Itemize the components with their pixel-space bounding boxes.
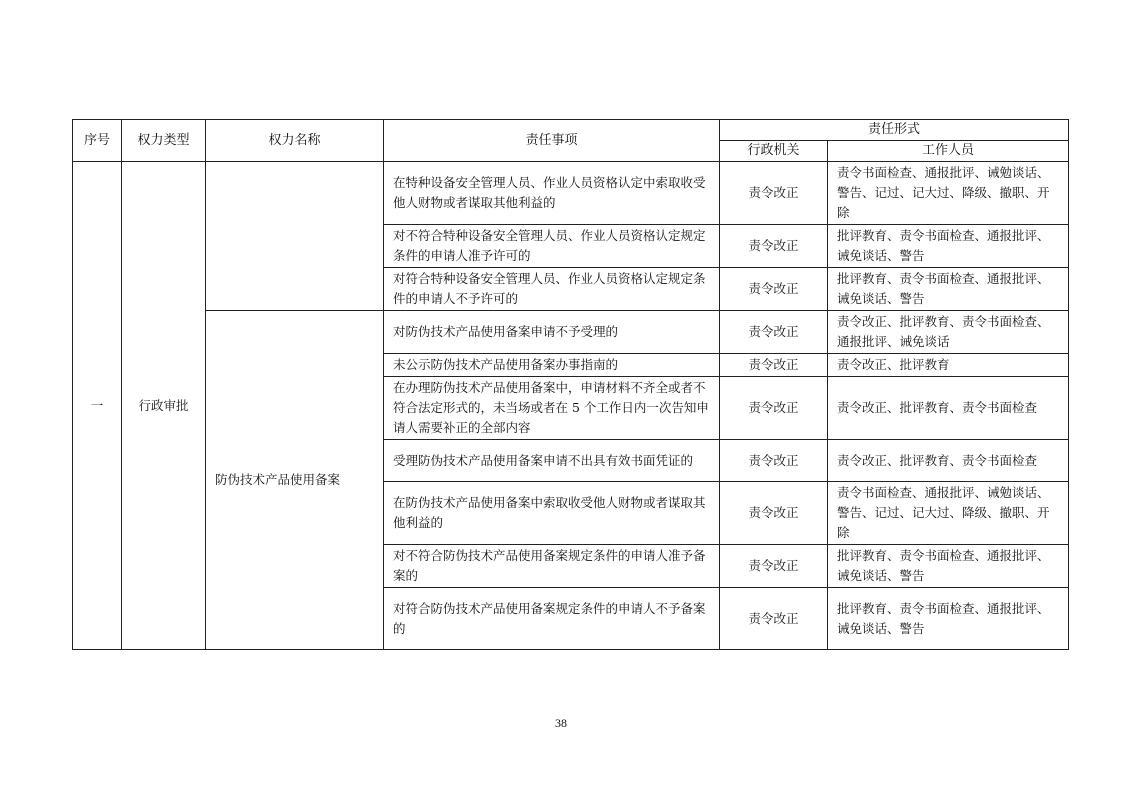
power-name-cell-1 (206, 162, 384, 311)
staff-cell: 责令书面检查、通报批评、诫勉谈话、警告、记过、记大过、降级、撤职、开除 (828, 482, 1069, 545)
org-cell: 责令改正 (720, 354, 828, 377)
org-cell: 责令改正 (720, 588, 828, 650)
seq-cell: 一 (73, 162, 122, 650)
matter-cell: 受理防伪技术产品使用备案申请不出具有效书面凭证的 (384, 440, 720, 482)
matter-cell: 对符合特种设备安全管理人员、作业人员资格认定规定条件的申请人不予许可的 (384, 268, 720, 311)
responsibility-table (72, 119, 1069, 650)
org-cell: 责令改正 (720, 268, 828, 311)
matter-cell: 对防伪技术产品使用备案申请不予受理的 (384, 311, 720, 354)
org-cell: 责令改正 (720, 377, 828, 440)
header-matter: 责任事项 (384, 120, 720, 162)
matter-cell: 对符合防伪技术产品使用备案规定条件的申请人不予备案的 (384, 588, 720, 650)
header-power-name: 权力名称 (206, 120, 384, 162)
staff-cell: 批评教育、责令书面检查、通报批评、诫免谈话、警告 (828, 225, 1069, 268)
power-name-cell-2: 防伪技术产品使用备案 (206, 311, 384, 650)
header-staff: 工作人员 (828, 141, 1069, 162)
staff-cell: 责令改正、批评教育、责令书面检查 (828, 440, 1069, 482)
page-number: 38 (555, 716, 567, 730)
header-power-type: 权力类型 (122, 120, 206, 162)
matter-cell: 未公示防伪技术产品使用备案办事指南的 (384, 354, 720, 377)
org-cell: 责令改正 (720, 545, 828, 588)
staff-cell: 批评教育、责令书面检查、通报批评、诫免谈话、警告 (828, 268, 1069, 311)
org-cell: 责令改正 (720, 162, 828, 225)
staff-cell: 责令改正、批评教育、责令书面检查 (828, 377, 1069, 440)
header-row-1 (73, 120, 1069, 141)
matter-cell: 在特种设备安全管理人员、作业人员资格认定中索取收受他人财物或者谋取其他利益的 (384, 162, 720, 225)
header-form: 责任形式 (720, 120, 1069, 141)
power-type-cell: 行政审批 (122, 162, 206, 650)
table-row (73, 311, 1069, 354)
staff-cell: 批评教育、责令书面检查、通报批评、诫免谈话、警告 (828, 545, 1069, 588)
header-seq: 序号 (73, 120, 122, 162)
staff-cell: 责令改正、批评教育 (828, 354, 1069, 377)
table-row (73, 162, 1069, 225)
header-org: 行政机关 (720, 141, 828, 162)
matter-cell: 对不符合防伪技术产品使用备案规定条件的申请人准予备案的 (384, 545, 720, 588)
matter-cell: 在办理防伪技术产品使用备案中，申请材料不齐全或者不符合法定形式的，未当场或者在 5 个工作日内一次告知申请人需要补正的全部内容 (384, 377, 720, 440)
org-cell: 责令改正 (720, 225, 828, 268)
staff-cell: 批评教育、责令书面检查、通报批评、诫免谈话、警告 (828, 588, 1069, 650)
matter-cell: 在防伪技术产品使用备案中索取收受他人财物或者谋取其他利益的 (384, 482, 720, 545)
staff-cell: 责令书面检查、通报批评、诫勉谈话、警告、记过、记大过、降级、撤职、开除 (828, 162, 1069, 225)
org-cell: 责令改正 (720, 482, 828, 545)
staff-cell: 责令改正、批评教育、责令书面检查、通报批评、诫免谈话 (828, 311, 1069, 354)
matter-cell: 对不符合特种设备安全管理人员、作业人员资格认定规定条件的申请人准予许可的 (384, 225, 720, 268)
org-cell: 责令改正 (720, 440, 828, 482)
org-cell: 责令改正 (720, 311, 828, 354)
